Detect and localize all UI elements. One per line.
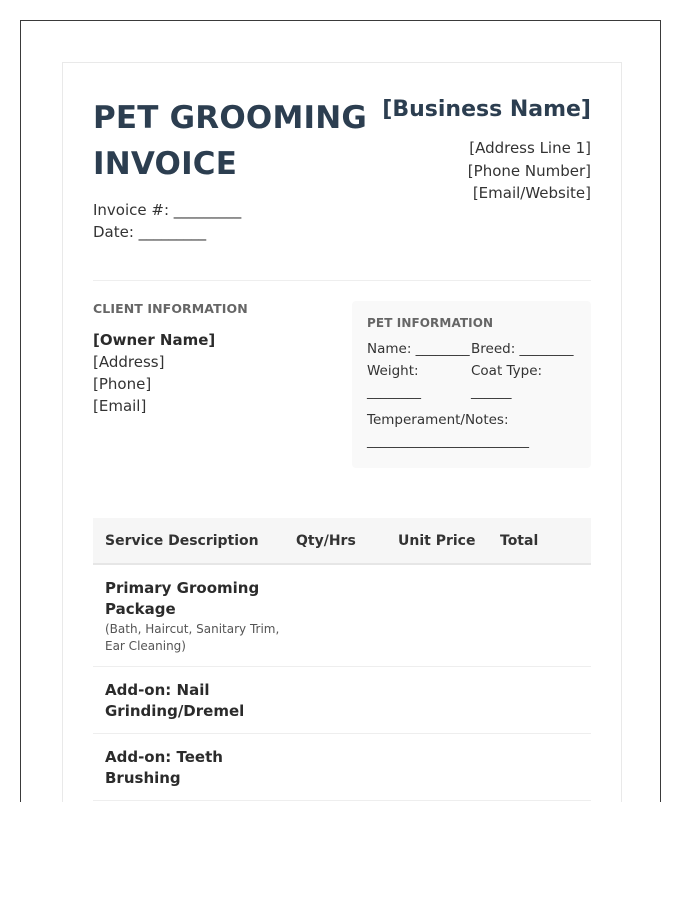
invoice-number-field[interactable]: Invoice #: _________ [93,201,242,219]
table-row [93,734,591,801]
invoice-date-field[interactable]: Date: _________ [93,223,207,241]
header-service-description: Service Description [105,532,259,549]
service-title: Add-on: Nail Grinding/Dremel [105,681,245,720]
business-address: [Address Line 1] [469,139,591,157]
business-phone: [Phone Number] [467,161,591,180]
invoice-title: PET GROOMING INVOICE [93,100,368,182]
service-title: Add-on: Teeth Brushing [105,748,223,787]
pet-information [352,301,591,468]
business-info [371,93,591,205]
client-email: [Email] [93,397,147,415]
header-unit-price: Unit Price [398,532,476,549]
service-title: Primary Grooming Package [105,579,260,618]
business-email-website: [Email/Website] [472,184,591,202]
pet-coat-type-field[interactable]: Coat Type: ______ [471,362,543,400]
table-header [93,518,591,565]
header-qty-hrs: Qty/Hrs [296,532,356,549]
pet-section-label: PET INFORMATION [367,316,494,330]
services-table [93,518,591,801]
client-address: [Address] [93,353,165,371]
page-frame [20,20,661,802]
header-total: Total [500,532,539,549]
business-name: [Business Name] [382,97,591,122]
client-information [93,301,333,417]
pet-name-field[interactable]: Name: ________ [367,341,470,357]
client-section-label: CLIENT INFORMATION [93,301,248,316]
table-row [93,565,591,667]
pet-notes-field[interactable]: Temperament/Notes: ________________________ [367,411,529,449]
service-subtitle: (Bath, Haircut, Sanitary Trim, Ear Cleaning) [105,622,280,653]
invoice-sheet [62,62,622,802]
client-phone: [Phone] [93,375,152,393]
header-divider [93,280,591,281]
pet-breed-field[interactable]: Breed: ________ [471,341,574,357]
pet-weight-field[interactable]: Weight: ________ [367,362,421,400]
table-row [93,667,591,734]
invoice-meta [93,199,241,243]
owner-name: [Owner Name] [93,331,216,349]
